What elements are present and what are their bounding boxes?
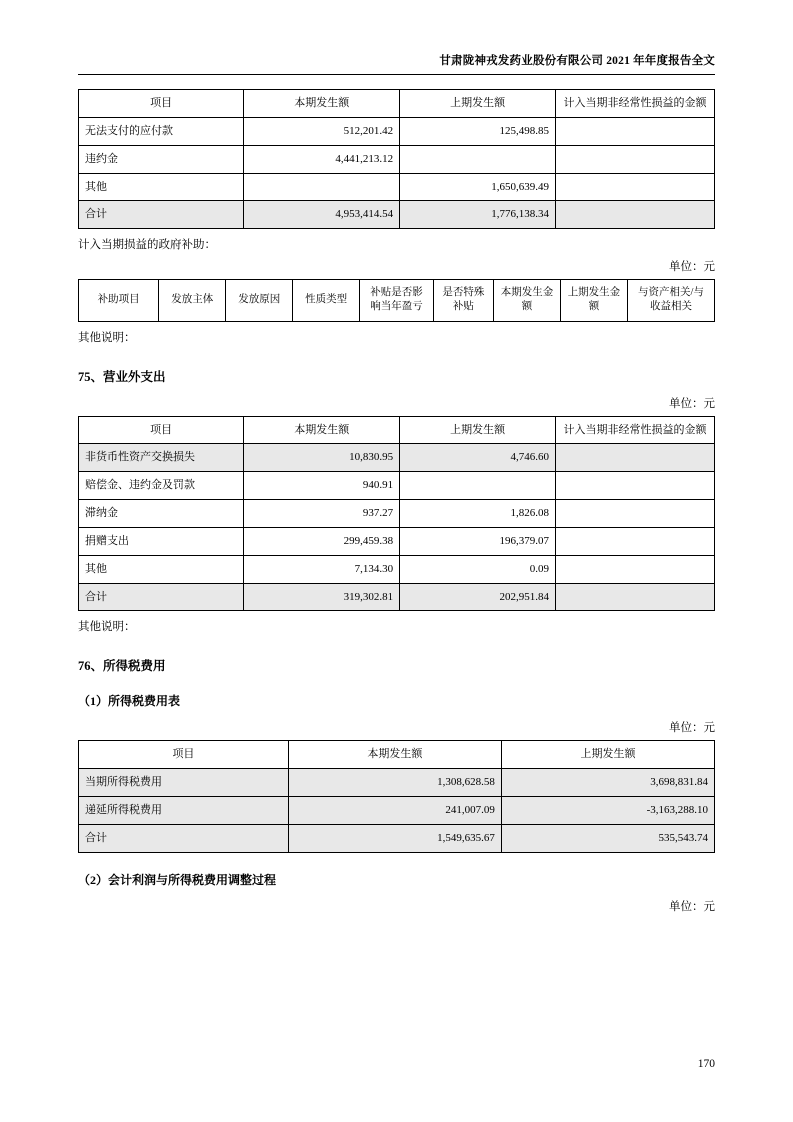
- table-row: [79, 444, 715, 472]
- column-header-special: 是否特殊补贴: [433, 280, 493, 321]
- cell-current: 4,441,213.12: [244, 145, 400, 173]
- cell-nonrecurring: [555, 527, 714, 555]
- cell-item: 捐赠支出: [79, 527, 244, 555]
- cell-item: 非货币性资产交换损失: [79, 444, 244, 472]
- column-header-nonrecurring: 计入当期非经常性损益的金额: [555, 90, 714, 118]
- column-header-item: 项目: [79, 741, 289, 769]
- cell-previous: 4,746.60: [400, 444, 556, 472]
- table-row: [79, 527, 715, 555]
- section-title-76: 76、所得税费用: [78, 659, 166, 674]
- cell-nonrecurring: [555, 117, 714, 145]
- cell-current: 1,549,635.67: [288, 825, 501, 853]
- column-header-subsidy-item: 补助项目: [79, 280, 159, 321]
- table-row: [79, 472, 715, 500]
- cell-current: 10,830.95: [244, 444, 400, 472]
- cell-previous: 0.09: [400, 555, 556, 583]
- cell-item: 违约金: [79, 145, 244, 173]
- column-header-nonrecurring: 计入当期非经常性损益的金额: [555, 416, 714, 444]
- cell-nonrecurring: [555, 145, 714, 173]
- cell-nonrecurring: [555, 583, 714, 611]
- other-note-2: 其他说明：: [78, 621, 136, 634]
- table-header-row: [79, 416, 715, 444]
- cell-item: 赔偿金、违约金及罚款: [79, 472, 244, 500]
- cell-nonrecurring: [555, 201, 714, 229]
- table-row: [79, 145, 715, 173]
- cell-nonrecurring: [555, 173, 714, 201]
- column-header-current: 本期发生额: [244, 90, 400, 118]
- cell-item: 合计: [79, 825, 289, 853]
- table-row-total: [79, 201, 715, 229]
- cell-item: 合计: [79, 583, 244, 611]
- cell-current: [244, 173, 400, 201]
- cell-current: 940.91: [244, 472, 400, 500]
- gov-subsidy-note: 计入当期损益的政府补助：: [78, 239, 216, 252]
- cell-previous: [400, 472, 556, 500]
- cell-item: 滞纳金: [79, 500, 244, 528]
- page-header: 甘肃陇神戎发药业股份有限公司 2021 年年度报告全文: [439, 55, 715, 67]
- table-header-row: [79, 741, 715, 769]
- cell-previous: 196,379.07: [400, 527, 556, 555]
- unit-label: 单位：元: [669, 722, 715, 735]
- column-header-current: 本期发生额: [244, 416, 400, 444]
- column-header-previous: 上期发生额: [400, 90, 556, 118]
- column-header-item: 项目: [79, 416, 244, 444]
- cell-item: 递延所得税费用: [79, 797, 289, 825]
- cell-previous: 1,776,138.34: [400, 201, 556, 229]
- cell-current: 1,308,628.58: [288, 769, 501, 797]
- cell-item: 其他: [79, 555, 244, 583]
- cell-previous: 1,826.08: [400, 500, 556, 528]
- column-header-item: 项目: [79, 90, 244, 118]
- column-header-reason: 发放原因: [226, 280, 293, 321]
- cell-previous: 535,543.74: [501, 825, 714, 853]
- non-operating-expenses-table: [78, 416, 715, 612]
- income-tax-expense-table: [78, 740, 715, 852]
- column-header-current: 本期发生额: [288, 741, 501, 769]
- subsection-title-76-1: （1）所得税费用表: [78, 694, 181, 709]
- column-header-issuer: 发放主体: [159, 280, 226, 321]
- cell-current: 7,134.30: [244, 555, 400, 583]
- table-row: [79, 173, 715, 201]
- cell-item: 当期所得税费用: [79, 769, 289, 797]
- unit-label: 单位：元: [669, 900, 715, 913]
- cell-item: 其他: [79, 173, 244, 201]
- cell-current: 4,953,414.54: [244, 201, 400, 229]
- cell-nonrecurring: [555, 444, 714, 472]
- cell-previous: 202,951.84: [400, 583, 556, 611]
- column-header-affects-profit: 补贴是否影响当年盈亏: [360, 280, 434, 321]
- page-number: 170: [697, 1058, 715, 1070]
- column-header-asset-or-income: 与资产相关/与收益相关: [627, 280, 714, 321]
- header-divider: [78, 74, 715, 75]
- table-row: [79, 500, 715, 528]
- cell-nonrecurring: [555, 472, 714, 500]
- table-header-row: [79, 280, 715, 321]
- table-row-total: [79, 825, 715, 853]
- table-row-total: [79, 583, 715, 611]
- other-note-1: 其他说明：: [78, 331, 136, 344]
- cell-current: 319,302.81: [244, 583, 400, 611]
- table-row: [79, 555, 715, 583]
- section-title-75: 75、营业外支出: [78, 369, 166, 384]
- subsection-title-76-2: （2）会计利润与所得税费用调整过程: [78, 872, 277, 887]
- table-row: [79, 769, 715, 797]
- cell-previous: [400, 145, 556, 173]
- cell-current: 512,201.42: [244, 117, 400, 145]
- cell-previous: -3,163,288.10: [501, 797, 714, 825]
- cell-current: 241,007.09: [288, 797, 501, 825]
- column-header-previous: 上期发生额: [501, 741, 714, 769]
- cell-nonrecurring: [555, 555, 714, 583]
- government-subsidy-table: [78, 279, 715, 321]
- table-row: [79, 797, 715, 825]
- column-header-previous: 上期发生额: [400, 416, 556, 444]
- unpaid-payables-table: [78, 89, 715, 229]
- cell-previous: 125,498.85: [400, 117, 556, 145]
- table-row: [79, 117, 715, 145]
- cell-current: 937.27: [244, 500, 400, 528]
- cell-current: 299,459.38: [244, 527, 400, 555]
- column-header-current-amount: 本期发生金额: [494, 280, 561, 321]
- cell-previous: 1,650,639.49: [400, 173, 556, 201]
- unit-label: 单位：元: [669, 397, 715, 410]
- cell-previous: 3,698,831.84: [501, 769, 714, 797]
- unit-label: 单位：元: [669, 261, 715, 274]
- cell-item: 无法支付的应付款: [79, 117, 244, 145]
- column-header-previous-amount: 上期发生金额: [560, 280, 627, 321]
- cell-nonrecurring: [555, 500, 714, 528]
- table-header-row: [79, 90, 715, 118]
- cell-item: 合计: [79, 201, 244, 229]
- column-header-nature: 性质类型: [293, 280, 360, 321]
